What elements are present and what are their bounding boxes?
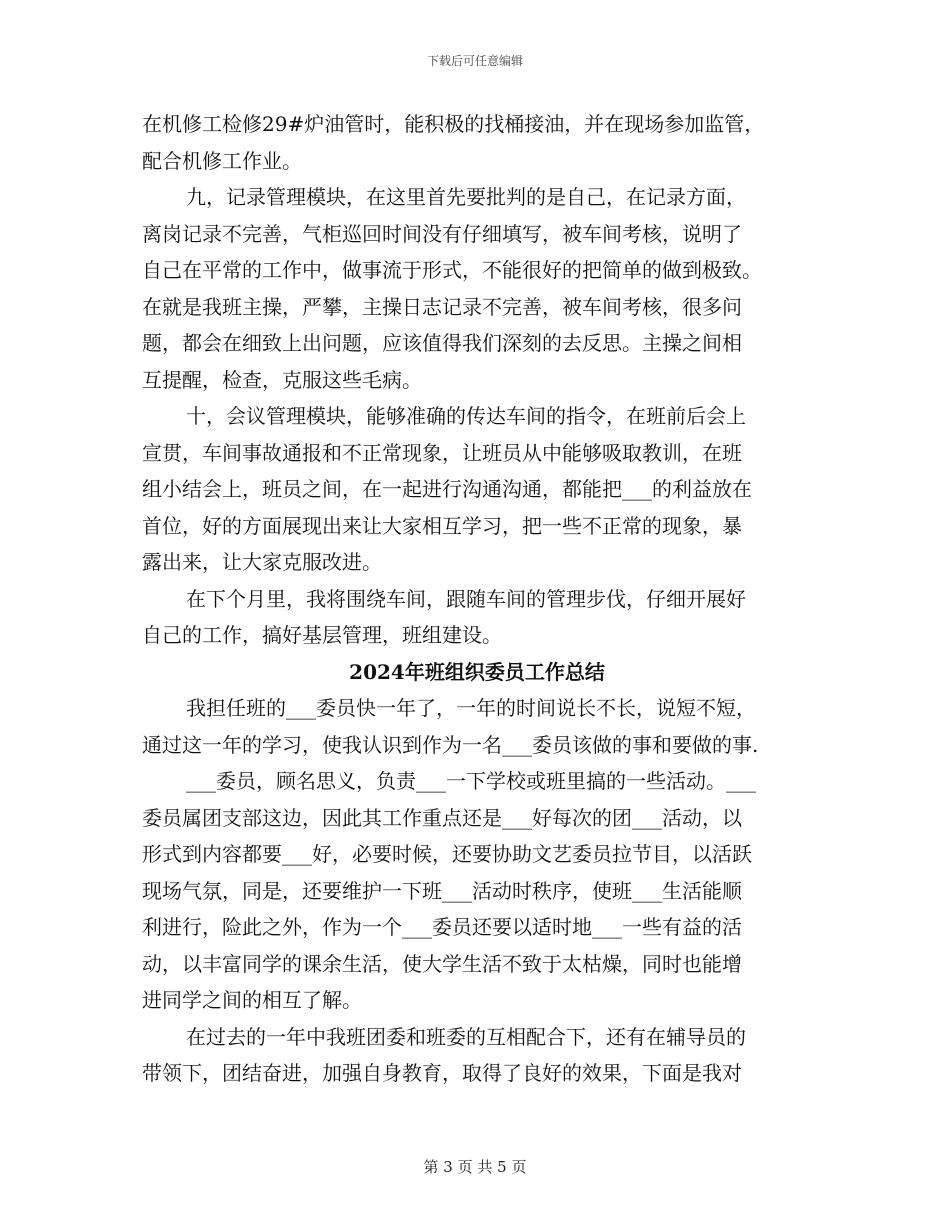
paragraph-line: 在下个月里，我将围绕车间，跟随车间的管理步伐，仔细开展好 — [186, 586, 746, 611]
page-number: 第 3 页 共 5 页 — [423, 1158, 527, 1176]
paragraph-line: 在过去的一年中我班团委和班委的互相配合下，还有在辅导员的 — [186, 1024, 746, 1049]
paragraph-line: 带领下，团结奋进，加强自身教育，取得了良好的效果，下面是我对 — [142, 1061, 742, 1085]
paragraph-line: 露出来，让大家克服改进。 — [142, 550, 382, 574]
paragraph-line: 自己在平常的工作中，做事流于形式，不能很好的把简单的做到极致。 — [142, 258, 762, 282]
paragraph-line: 现场气氛，同是，还要维护一下班___活动时秩序，使班___生活能顺 — [142, 878, 742, 903]
paragraph-line: 进同学之间的相互了解。 — [142, 988, 362, 1012]
page-header: 下载后可任意编辑 — [426, 54, 523, 68]
paragraph-line: 委员属团支部这边，因此其工作重点还是___好每次的团___活动，以 — [142, 805, 742, 830]
paragraph-line: 十，会议管理模块，能够准确的传达车间的指令，在班前后会上 — [186, 404, 746, 428]
paragraph-line: 互提醒，检查，克服这些毛病。 — [142, 367, 422, 392]
paragraph-line: 九，记录管理模块，在这里首先要批判的是自己，在记录方面， — [186, 185, 746, 209]
paragraph-line: 自己的工作，搞好基层管理，班组建设。 — [142, 623, 502, 647]
paragraph-line: 在就是我班主操，严攀，主操日志记录不完善，被车间考核，很多问 — [142, 294, 742, 319]
document-body — [142, 106, 812, 1092]
paragraph-line: 利进行，险此之外，作为一个___委员还要以适时地___一些有益的活 — [142, 915, 742, 939]
section-heading: 2024年班组织委员工作总结 — [349, 659, 605, 684]
paragraph-line: 宣贯，车间事故通报和不正常现象，让班员从中能够吸取教训，在班 — [142, 440, 742, 465]
paragraph-line: 离岗记录不完善，气柜巡回时间没有仔细填写，被车间考核，说明了 — [142, 221, 742, 246]
paragraph-line: 题，都会在细致上出问题，应该值得我们深刻的去反思。主操之间相 — [142, 331, 742, 355]
paragraph-line: ___委员，顾名思义，负责___一下学校或班里搞的一些活动。___ — [186, 769, 756, 793]
paragraph-line: 通过这一年的学习，使我认识到作为一名___委员该做的事和要做的事. — [142, 732, 759, 757]
paragraph-line: 首位，好的方面展现出来让大家相互学习，把一些不正常的现象，暴 — [142, 513, 742, 538]
paragraph-line: 在机修工检修29#炉油管时，能积极的找桶接油，并在现场参加监管， — [142, 112, 765, 136]
paragraph-line: 组小结会上，班员之间，在一起进行沟通沟通，都能把___的利益放在 — [142, 477, 752, 501]
paragraph-line: 形式到内容都要___好，必要时候，还要协助文艺委员拉节目，以活跃 — [142, 842, 752, 866]
paragraph-line: 配合机修工作业。 — [142, 148, 302, 173]
paragraph-line: 我担任班的___委员快一年了，一年的时间说长不长，说短不短， — [186, 696, 756, 720]
paragraph-line: 动，以丰富同学的课余生活，使大学生活不致于太枯燥，同时也能增 — [142, 951, 742, 976]
